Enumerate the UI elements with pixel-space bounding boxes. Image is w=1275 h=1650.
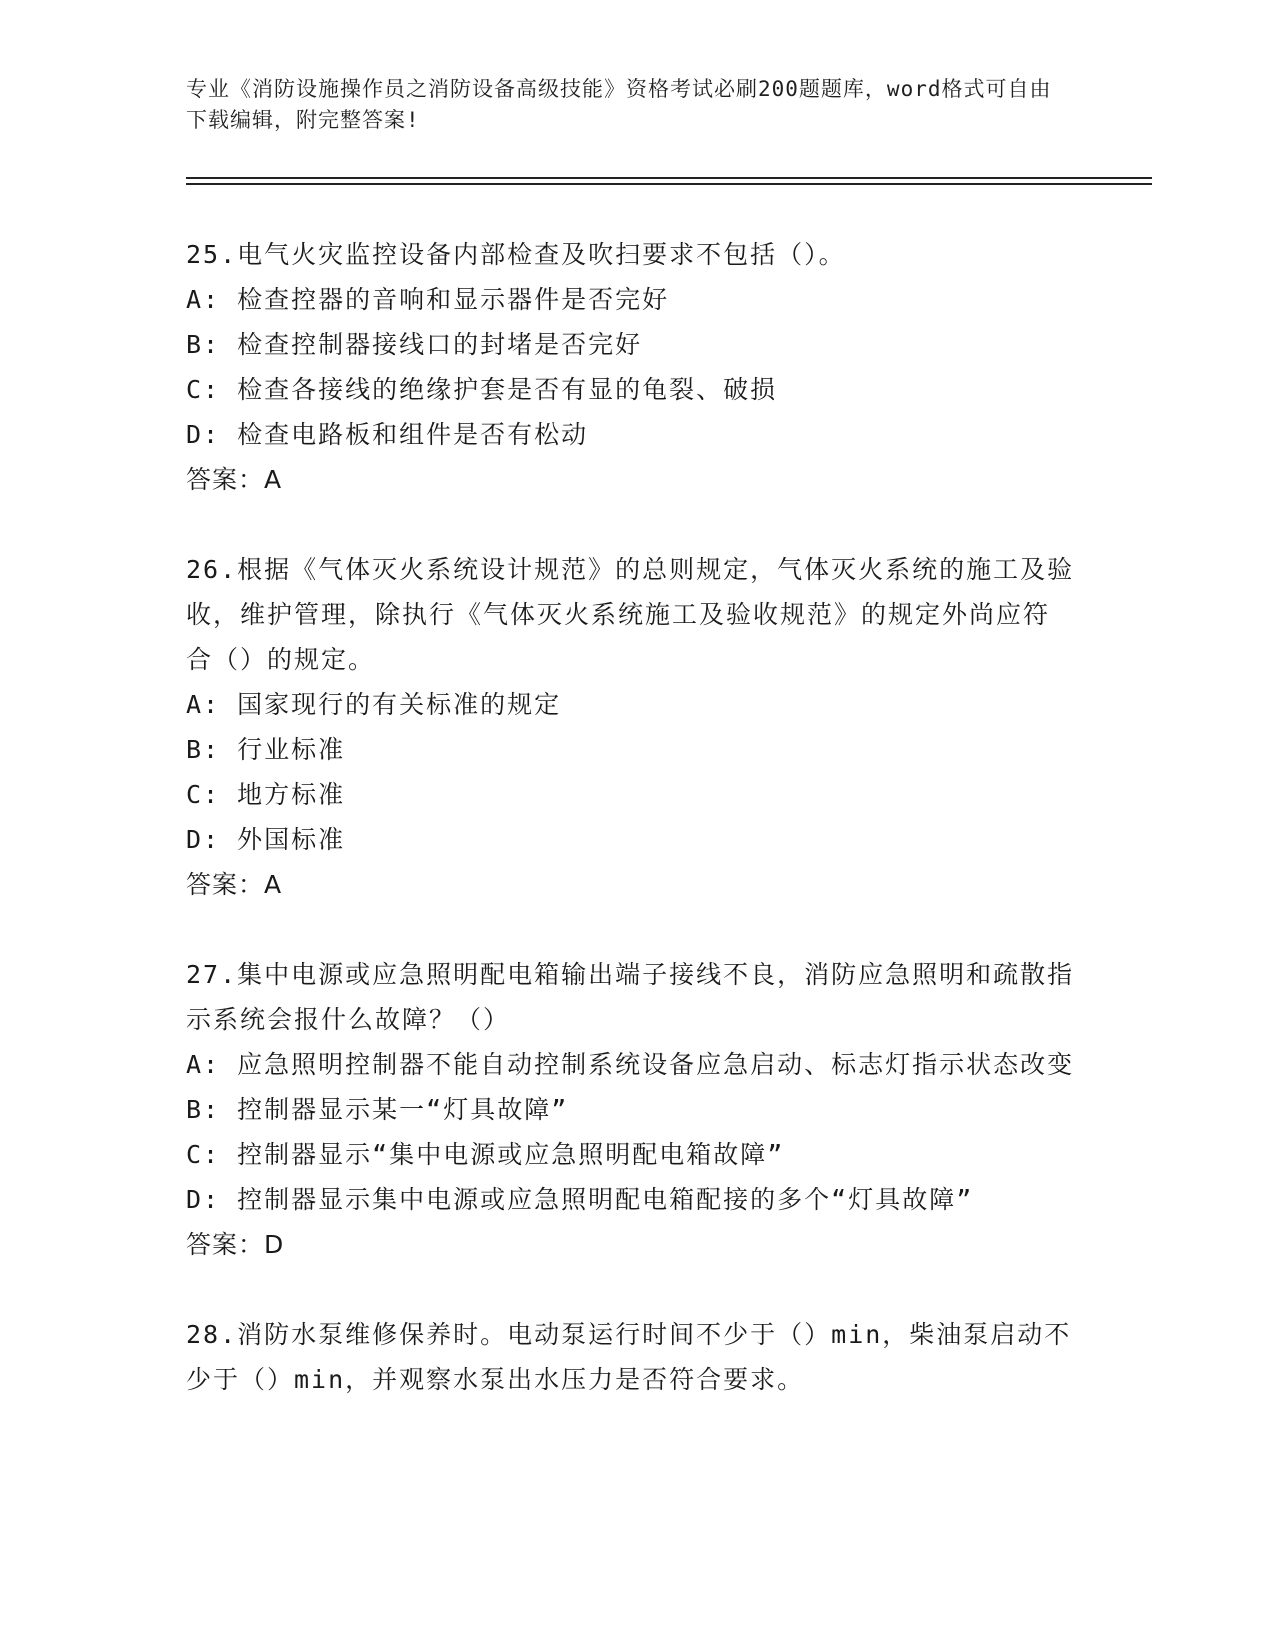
question-25 — [186, 232, 1076, 502]
option-b: B: 控制器显示某一“灯具故障” — [186, 1095, 569, 1124]
question-stem: 27.集中电源或应急照明配电箱输出端子接线不良，消防应急照明和疏散指示系统会报什么故障？（） — [186, 960, 1075, 1034]
option-b: B: 检查控制器接线口的封堵是否完好 — [186, 330, 643, 359]
header-divider-bottom — [186, 183, 1152, 185]
question-stem: 26.根据《气体灭火系统设计规范》的总则规定，气体灭火系统的施工及验收，维护管理，除执行《气体灭火系统施工及验收规范》的规定外尚应符合（）的规定。 — [186, 555, 1075, 674]
option-d: D: 检查电路板和组件是否有松动 — [186, 420, 589, 449]
header-divider-top — [186, 177, 1152, 179]
question-stem: 25.电气火灾监控设备内部检查及吹扫要求不包括（）。 — [186, 240, 846, 269]
question-28 — [186, 1312, 1076, 1402]
option-d: D: 外国标准 — [186, 825, 346, 854]
question-list — [186, 232, 1076, 1447]
document-header: 专业《消防设施操作员之消防设备高级技能》资格考试必刷200题题库，word格式可自由下载编辑，附完整答案! — [186, 77, 1052, 132]
question-stem: 28.消防水泵维修保养时。电动泵运行时间不少于（）min，柴油泵启动不少于（）min，并观察水泵出水压力是否符合要求。 — [186, 1320, 1072, 1394]
answer-label: 答案：D — [186, 1230, 285, 1259]
option-c: C: 控制器显示“集中电源或应急照明配电箱故障” — [186, 1140, 785, 1169]
option-c: C: 检查各接线的绝缘护套是否有显的龟裂、破损 — [186, 375, 778, 404]
question-26 — [186, 547, 1076, 907]
option-a: A: 检查控器的音响和显示器件是否完好 — [186, 285, 670, 314]
question-27 — [186, 952, 1076, 1267]
option-a: A: 应急照明控制器不能自动控制系统设备应急启动、标志灯指示状态改变 — [186, 1050, 1075, 1079]
answer-label: 答案：A — [186, 870, 283, 899]
answer-label: 答案：A — [186, 465, 283, 494]
option-b: B: 行业标准 — [186, 735, 346, 764]
option-a: A: 国家现行的有关标准的规定 — [186, 690, 562, 719]
option-d: D: 控制器显示集中电源或应急照明配电箱配接的多个“灯具故障” — [186, 1185, 974, 1214]
option-c: C: 地方标准 — [186, 780, 346, 809]
